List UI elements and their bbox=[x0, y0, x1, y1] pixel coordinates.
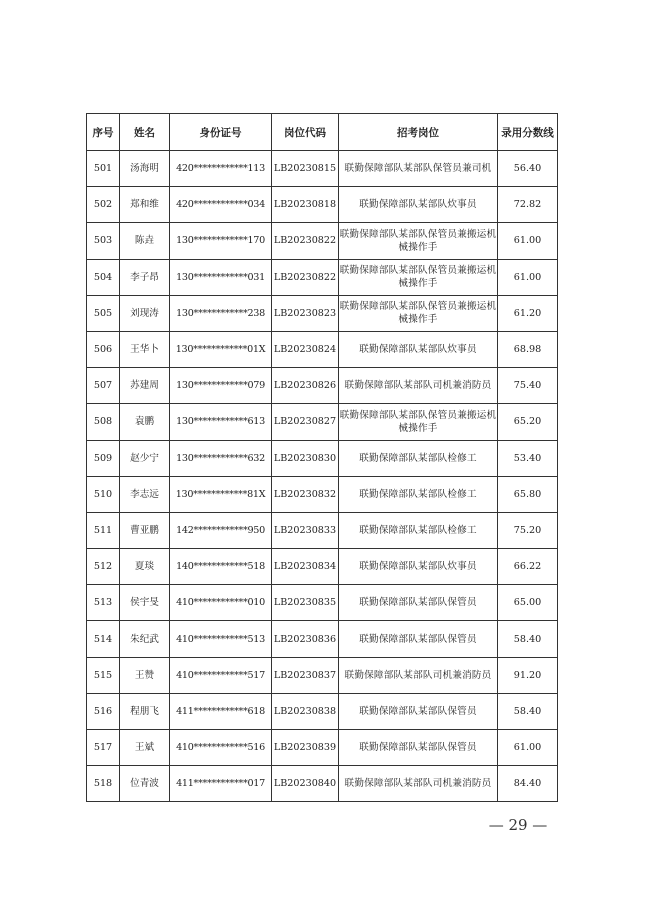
table-row bbox=[87, 730, 558, 766]
table-row bbox=[87, 295, 558, 331]
table-row bbox=[87, 512, 558, 548]
cell-recruitment-position: 联勤保障部队某部队检修工 bbox=[339, 512, 498, 548]
cell-id-number: 130************81X bbox=[170, 476, 272, 512]
cell-admission-score: 91.20 bbox=[498, 657, 558, 693]
header-id-number: 身份证号 bbox=[170, 114, 272, 151]
cell-recruitment-position: 联勤保障部队某部队检修工 bbox=[339, 440, 498, 476]
cell-name: 王斌 bbox=[120, 730, 170, 766]
cell-serial-number: 508 bbox=[87, 404, 120, 440]
cell-serial-number: 518 bbox=[87, 766, 120, 802]
cell-serial-number: 511 bbox=[87, 512, 120, 548]
cell-serial-number: 510 bbox=[87, 476, 120, 512]
cell-admission-score: 75.40 bbox=[498, 368, 558, 404]
cell-id-number: 420************034 bbox=[170, 187, 272, 223]
table-row bbox=[87, 151, 558, 187]
cell-position-code: LB20230830 bbox=[272, 440, 339, 476]
table-row bbox=[87, 585, 558, 621]
table-body bbox=[87, 151, 558, 802]
cell-recruitment-position: 联勤保障部队某部队保管员兼搬运机械操作手 bbox=[339, 295, 498, 331]
cell-position-code: LB20230822 bbox=[272, 223, 339, 259]
table-row bbox=[87, 549, 558, 585]
cell-admission-score: 66.22 bbox=[498, 549, 558, 585]
cell-serial-number: 506 bbox=[87, 331, 120, 367]
cell-position-code: LB20230836 bbox=[272, 621, 339, 657]
cell-serial-number: 505 bbox=[87, 295, 120, 331]
cell-serial-number: 514 bbox=[87, 621, 120, 657]
cell-id-number: 130************632 bbox=[170, 440, 272, 476]
cell-name: 朱纪武 bbox=[120, 621, 170, 657]
cell-name: 李志远 bbox=[120, 476, 170, 512]
table-row bbox=[87, 476, 558, 512]
cell-recruitment-position: 联勤保障部队某部队保管员兼搬运机械操作手 bbox=[339, 404, 498, 440]
cell-id-number: 130************079 bbox=[170, 368, 272, 404]
header-recruitment-position: 招考岗位 bbox=[339, 114, 498, 151]
cell-admission-score: 58.40 bbox=[498, 621, 558, 657]
cell-id-number: 420************113 bbox=[170, 151, 272, 187]
page-number: — 29 — bbox=[488, 816, 548, 834]
cell-recruitment-position: 联勤保障部队某部队炊事员 bbox=[339, 331, 498, 367]
cell-admission-score: 84.40 bbox=[498, 766, 558, 802]
cell-position-code: LB20230840 bbox=[272, 766, 339, 802]
cell-name: 程朋飞 bbox=[120, 693, 170, 729]
cell-recruitment-position: 联勤保障部队某部队保管员兼搬运机械操作手 bbox=[339, 259, 498, 295]
table-row bbox=[87, 368, 558, 404]
cell-name: 苏建周 bbox=[120, 368, 170, 404]
cell-serial-number: 501 bbox=[87, 151, 120, 187]
cell-admission-score: 65.80 bbox=[498, 476, 558, 512]
table-row bbox=[87, 621, 558, 657]
cell-serial-number: 507 bbox=[87, 368, 120, 404]
table-row bbox=[87, 331, 558, 367]
cell-serial-number: 515 bbox=[87, 657, 120, 693]
cell-id-number: 140************518 bbox=[170, 549, 272, 585]
cell-serial-number: 509 bbox=[87, 440, 120, 476]
cell-name: 赵少宁 bbox=[120, 440, 170, 476]
cell-recruitment-position: 联勤保障部队某部队炊事员 bbox=[339, 549, 498, 585]
cell-admission-score: 65.20 bbox=[498, 404, 558, 440]
header-position-code: 岗位代码 bbox=[272, 114, 339, 151]
cell-name: 李子昂 bbox=[120, 259, 170, 295]
cell-name: 袁鹏 bbox=[120, 404, 170, 440]
cell-recruitment-position: 联勤保障部队某部队保管员 bbox=[339, 621, 498, 657]
cell-id-number: 130************170 bbox=[170, 223, 272, 259]
cell-name: 刘现涛 bbox=[120, 295, 170, 331]
cell-name: 位青波 bbox=[120, 766, 170, 802]
cell-admission-score: 56.40 bbox=[498, 151, 558, 187]
cell-id-number: 142************950 bbox=[170, 512, 272, 548]
cell-admission-score: 75.20 bbox=[498, 512, 558, 548]
table-row bbox=[87, 657, 558, 693]
cell-serial-number: 503 bbox=[87, 223, 120, 259]
table-row bbox=[87, 440, 558, 476]
cell-admission-score: 53.40 bbox=[498, 440, 558, 476]
cell-recruitment-position: 联勤保障部队某部队司机兼消防员 bbox=[339, 657, 498, 693]
table-row bbox=[87, 187, 558, 223]
table-row bbox=[87, 766, 558, 802]
cell-serial-number: 516 bbox=[87, 693, 120, 729]
cell-position-code: LB20230827 bbox=[272, 404, 339, 440]
cell-position-code: LB20230839 bbox=[272, 730, 339, 766]
cell-name: 郑和维 bbox=[120, 187, 170, 223]
cell-recruitment-position: 联勤保障部队某部队保管员 bbox=[339, 693, 498, 729]
cell-recruitment-position: 联勤保障部队某部队司机兼消防员 bbox=[339, 368, 498, 404]
cell-serial-number: 513 bbox=[87, 585, 120, 621]
cell-id-number: 410************517 bbox=[170, 657, 272, 693]
cell-admission-score: 65.00 bbox=[498, 585, 558, 621]
cell-position-code: LB20230834 bbox=[272, 549, 339, 585]
cell-id-number: 130************238 bbox=[170, 295, 272, 331]
cell-id-number: 130************613 bbox=[170, 404, 272, 440]
cell-id-number: 130************031 bbox=[170, 259, 272, 295]
cell-admission-score: 68.98 bbox=[498, 331, 558, 367]
table-row bbox=[87, 223, 558, 259]
cell-position-code: LB20230815 bbox=[272, 151, 339, 187]
table-row bbox=[87, 693, 558, 729]
cell-serial-number: 517 bbox=[87, 730, 120, 766]
cell-recruitment-position: 联勤保障部队某部队检修工 bbox=[339, 476, 498, 512]
cell-id-number: 130************01X bbox=[170, 331, 272, 367]
cell-name: 陈垚 bbox=[120, 223, 170, 259]
cell-position-code: LB20230838 bbox=[272, 693, 339, 729]
cell-position-code: LB20230832 bbox=[272, 476, 339, 512]
cell-recruitment-position: 联勤保障部队某部队保管员兼搬运机械操作手 bbox=[339, 223, 498, 259]
cell-admission-score: 61.00 bbox=[498, 730, 558, 766]
table-row bbox=[87, 404, 558, 440]
cell-recruitment-position: 联勤保障部队某部队司机兼消防员 bbox=[339, 766, 498, 802]
cell-admission-score: 61.20 bbox=[498, 295, 558, 331]
cell-recruitment-position: 联勤保障部队某部队保管员 bbox=[339, 585, 498, 621]
header-name: 姓名 bbox=[120, 114, 170, 151]
cell-id-number: 411************618 bbox=[170, 693, 272, 729]
cell-position-code: LB20230823 bbox=[272, 295, 339, 331]
cell-name: 王赞 bbox=[120, 657, 170, 693]
cell-position-code: LB20230818 bbox=[272, 187, 339, 223]
cell-name: 夏琰 bbox=[120, 549, 170, 585]
cell-position-code: LB20230824 bbox=[272, 331, 339, 367]
cell-name: 王华卜 bbox=[120, 331, 170, 367]
table-header-row bbox=[87, 114, 558, 151]
cell-id-number: 411************017 bbox=[170, 766, 272, 802]
cell-admission-score: 61.00 bbox=[498, 259, 558, 295]
cell-recruitment-position: 联勤保障部队某部队炊事员 bbox=[339, 187, 498, 223]
cell-id-number: 410************010 bbox=[170, 585, 272, 621]
cell-admission-score: 58.40 bbox=[498, 693, 558, 729]
cell-recruitment-position: 联勤保障部队某部队保管员 bbox=[339, 730, 498, 766]
header-serial-number: 序号 bbox=[87, 114, 120, 151]
cell-serial-number: 512 bbox=[87, 549, 120, 585]
cell-recruitment-position: 联勤保障部队某部队保管员兼司机 bbox=[339, 151, 498, 187]
cell-name: 侯宇旻 bbox=[120, 585, 170, 621]
cell-serial-number: 504 bbox=[87, 259, 120, 295]
header-admission-score: 录用分数线 bbox=[498, 114, 558, 151]
cell-position-code: LB20230835 bbox=[272, 585, 339, 621]
cell-position-code: LB20230833 bbox=[272, 512, 339, 548]
table-row bbox=[87, 259, 558, 295]
cell-id-number: 410************513 bbox=[170, 621, 272, 657]
cell-position-code: LB20230826 bbox=[272, 368, 339, 404]
cell-name: 汤海明 bbox=[120, 151, 170, 187]
admission-score-table bbox=[86, 113, 558, 802]
cell-admission-score: 72.82 bbox=[498, 187, 558, 223]
cell-serial-number: 502 bbox=[87, 187, 120, 223]
cell-name: 曹亚鹏 bbox=[120, 512, 170, 548]
cell-position-code: LB20230822 bbox=[272, 259, 339, 295]
cell-id-number: 410************516 bbox=[170, 730, 272, 766]
cell-position-code: LB20230837 bbox=[272, 657, 339, 693]
cell-admission-score: 61.00 bbox=[498, 223, 558, 259]
